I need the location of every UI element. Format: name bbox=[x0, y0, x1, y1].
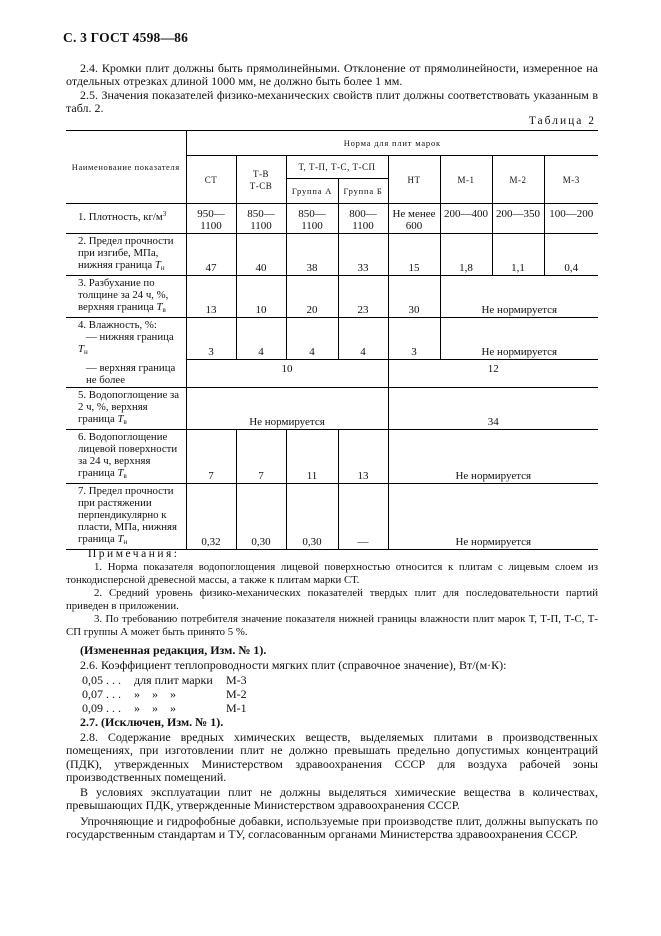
cell: 0,32 bbox=[186, 483, 236, 549]
edited-note: (Измененная редакция, Изм. № 1). bbox=[80, 643, 267, 657]
properties-table bbox=[66, 130, 598, 550]
row-name: 4. Влажность, %: — нижняя граница $Т_н$ bbox=[66, 318, 186, 360]
cell: 23 bbox=[338, 276, 388, 318]
cell: 12 bbox=[388, 359, 598, 387]
page-header: С. 3 ГОСТ 4598—86 bbox=[63, 30, 189, 45]
header-t-group: Т, Т-П, Т-С, Т-СП bbox=[286, 156, 388, 179]
cell: 30 bbox=[388, 276, 440, 318]
cell-not-normalized: Не нормируется bbox=[388, 429, 598, 483]
cell: 0,4 bbox=[544, 234, 598, 276]
header-m1: М-1 bbox=[440, 156, 492, 204]
cell: 950—1100 bbox=[186, 204, 236, 234]
cell: 13 bbox=[338, 429, 388, 483]
table-row bbox=[66, 276, 598, 318]
cell: 0,30 bbox=[236, 483, 286, 549]
coef-line: 0,09 . . . » » » М-1 bbox=[82, 701, 247, 715]
cell-not-normalized: Не нормируется bbox=[440, 276, 598, 318]
row-name: 1. Плотность, $кг/м^3$ bbox=[66, 204, 186, 234]
cell-not-normalized: Не нормируется bbox=[388, 483, 598, 549]
header-indicator-name: Наименование показателя bbox=[66, 131, 186, 204]
note-2: 2. Средний уровень физико-механических показателей твердых плит для последовательности партий приведен в приложении. bbox=[66, 587, 598, 612]
note-3: 3. По требованию потребителя значение показателя нижней границы влажности плит марок Т, Т-П, Т-С, Т-СП группы А может быть принято 5 %. bbox=[66, 613, 598, 638]
cell: 15 bbox=[388, 234, 440, 276]
row-name: 6. Водопоглощение лицевой поверхности за 24 ч, верхняя граница $Т_в$ bbox=[66, 429, 186, 483]
cell: 3 bbox=[186, 318, 236, 360]
cell: 7 bbox=[186, 429, 236, 483]
notes-title: Примечания: bbox=[88, 548, 180, 560]
header-m2: М-2 bbox=[492, 156, 544, 204]
row-name: 7. Предел прочности при растяжении перпендикулярно к пласти, МПа, нижняя граница $Т_н$ bbox=[66, 483, 186, 549]
table-row bbox=[66, 387, 598, 429]
cell: 7 bbox=[236, 429, 286, 483]
row-name: — верхняя граница не более bbox=[66, 359, 186, 387]
cell: 850—1100 bbox=[286, 204, 338, 234]
cell: 1,8 bbox=[440, 234, 492, 276]
table-row bbox=[66, 234, 598, 276]
cell: 40 bbox=[236, 234, 286, 276]
header-norm: Норма для плит марок bbox=[186, 131, 598, 156]
header-nt: НТ bbox=[388, 156, 440, 204]
cell: 4 bbox=[236, 318, 286, 360]
cell: 10 bbox=[186, 359, 388, 387]
header-m3: М-3 bbox=[544, 156, 598, 204]
cell: 850—1100 bbox=[236, 204, 286, 234]
paragraph-additives: Упрочняющие и гидрофобные добавки, используемые при производстве плит, должны выпускать по государственным стандартам и ТУ, согласованным органами Министерства здравоохранения СССР. bbox=[66, 814, 598, 842]
paragraph-2-5: 2.5. Значения показателей физико-механических свойств плит должны соответствовать указанным в табл. 2. bbox=[66, 88, 598, 116]
cell: 33 bbox=[338, 234, 388, 276]
cell: 0,30 bbox=[286, 483, 338, 549]
paragraph-2-7: 2.7. (Исключен, Изм. № 1). bbox=[80, 715, 224, 729]
cell: 100—200 bbox=[544, 204, 598, 234]
header-tv: Т-В Т-СВ bbox=[236, 156, 286, 204]
table-caption: Таблица 2 bbox=[528, 115, 596, 127]
table-row bbox=[66, 483, 598, 549]
cell: 200—400 bbox=[440, 204, 492, 234]
table-row bbox=[66, 204, 598, 234]
cell: — bbox=[338, 483, 388, 549]
cell: 200—350 bbox=[492, 204, 544, 234]
cell: 3 bbox=[388, 318, 440, 360]
row-name: 3. Разбухание по толщине за 24 ч, %, верхняя граница $Т_в$ bbox=[66, 276, 186, 318]
cell: 4 bbox=[338, 318, 388, 360]
paragraph-2-8: 2.8. Содержание вредных химических веществ, выделяемых плитами в производственных помещениях, при изготовлении плит не должно превышать предельно допустимых концентраций (ПДК), утвержденных Министерством здравоохранения СССР для воздуха рабочей зоны производственных помещений. bbox=[66, 730, 598, 785]
paragraph-2-4: 2.4. Кромки плит должны быть прямолинейными. Отклонение от прямолинейности, измеренное на отдельных отрезках длиной 1000 мм, не должно быть более 1 мм. bbox=[66, 61, 598, 89]
table-row bbox=[66, 318, 598, 360]
cell-not-normalized: Не нормируется bbox=[186, 387, 388, 429]
cell: 11 bbox=[286, 429, 338, 483]
header-group-a: Группа А bbox=[286, 179, 338, 204]
cell: 800—1100 bbox=[338, 204, 388, 234]
table-row bbox=[66, 359, 598, 387]
cell: 20 bbox=[286, 276, 338, 318]
header-st: СТ bbox=[186, 156, 236, 204]
cell: 38 bbox=[286, 234, 338, 276]
cell: 34 bbox=[388, 387, 598, 429]
cell: 10 bbox=[236, 276, 286, 318]
paragraph-conditions: В условиях эксплуатации плит не должны выделяться химические вещества в количествах, превышающих ПДК, утвержденные Министерством здравоохранения СССР. bbox=[66, 785, 598, 813]
cell-not-normalized: Не нормируется bbox=[440, 318, 598, 360]
table-row bbox=[66, 429, 598, 483]
row-name: 2. Предел прочности при изгибе, МПа, нижняя граница $Т_н$ bbox=[66, 234, 186, 276]
note-1: 1. Норма показателя водопоглощения лицевой поверхностью относится к плитам с лицевым слоем из тонкодисперсной древесной массы, а также к плитам марки СТ. bbox=[66, 561, 598, 586]
cell: Не менее 600 bbox=[388, 204, 440, 234]
coef-line: 0,07 . . . » » » М-2 bbox=[82, 687, 247, 701]
cell: 1,1 bbox=[492, 234, 544, 276]
cell: 47 bbox=[186, 234, 236, 276]
cell: 4 bbox=[286, 318, 338, 360]
paragraph-2-6: 2.6. Коэффициент теплопроводности мягких плит (справочное значение), Вт/(м·К): bbox=[80, 658, 507, 672]
coef-line: 0,05 . . . для плит марки М-3 bbox=[82, 673, 247, 687]
header-group-b: Группа Б bbox=[338, 179, 388, 204]
cell: 13 bbox=[186, 276, 236, 318]
row-name: 5. Водопоглощение за 2 ч, %, верхняя граница $Т_в$ bbox=[66, 387, 186, 429]
